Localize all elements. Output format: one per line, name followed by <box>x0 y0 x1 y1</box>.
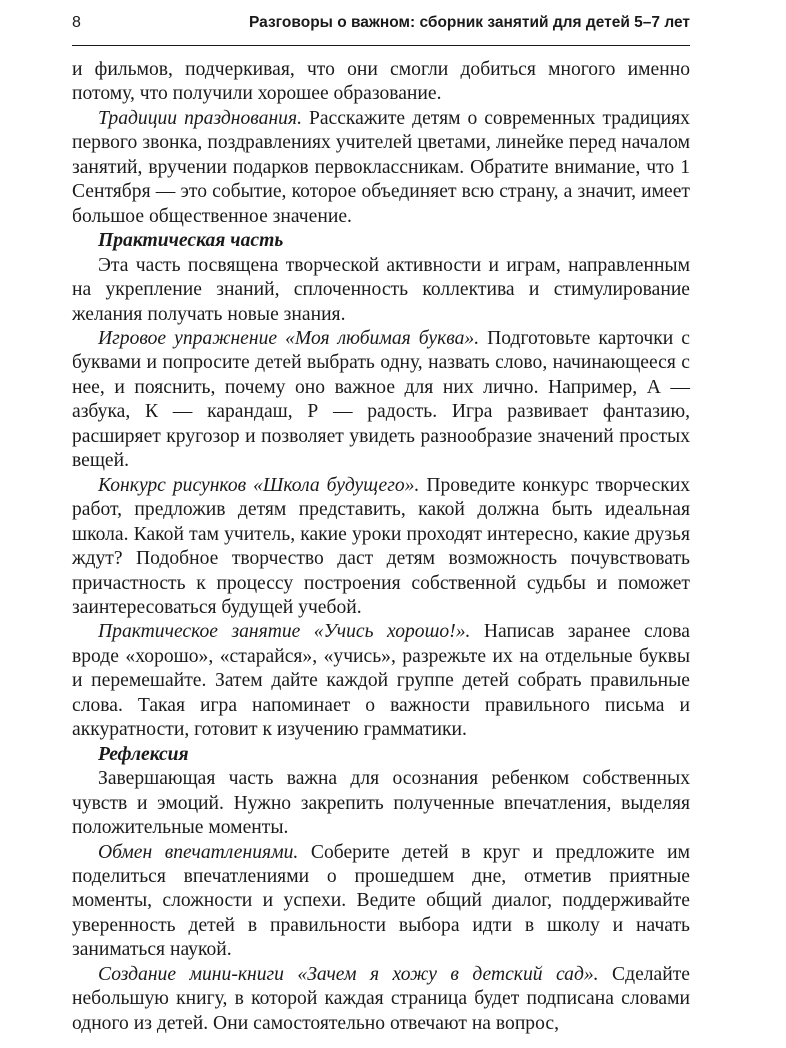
paragraph-text: Расскажите детям о современных традициях первого звонка, поздравлениях учителей цветами, линейке перед началом занятий, вручении подарков первоклассникам. Обратите внимание, что 1 Сентября — это событие, которое объединяет всю страну, а значит, имеет большое общественное значение. <box>72 107 690 227</box>
paragraph-drawing-contest <box>72 474 690 621</box>
section-heading-reflection: Рефлексия <box>98 743 189 765</box>
paragraph-mini-book <box>72 963 690 1036</box>
paragraph-traditions <box>72 107 690 229</box>
book-title: Разговоры о важном: сборник занятий для детей 5–7 лет <box>249 14 690 31</box>
paragraph-favorite-letter <box>72 327 690 474</box>
paragraph-text: и фильмов, подчеркивая, что они смогли добиться многого именно потому, что получили хорошее образование. <box>72 59 690 105</box>
page-number: 8 <box>72 14 81 31</box>
paragraph-sharing-impressions <box>72 841 690 963</box>
paragraph-text: Проведите конкурс творческих работ, предложив детям представить, какой должна быть идеальная школа. Какой там учитель, какие уроки проходят интересно, какие друзья ждут? Подобное творчество даст детям возможность почувствовать причастность к процессу построения собственной судьбы и поможет заинтересоваться будущей учебой. <box>72 474 690 618</box>
paragraph-text: Подготовьте карточки с буквами и попросите детей выбрать одну, назвать слово, начинающееся с нее, и пояснить, почему оно важное для них лично. Например, А — азбука, К — карандаш, Р — радость. Игра развивает фантазию, расширяет кругозор и позволяет увидеть разнообразие значений простых вещей. <box>72 327 691 472</box>
paragraph-lead-italic: Конкурс рисунков «Школа будущего». <box>98 474 420 496</box>
paragraph-continuation <box>72 58 690 107</box>
paragraph-text: Соберите детей в круг и предложите им поделиться впечатлениями о прошедшем дне, отметив приятные моменты, сложности и успехи. Ведите общий диалог, поддерживайте уверенность детей в правильности выбора идти в школу и начать заниматься наукой. <box>72 841 690 961</box>
running-header <box>72 0 690 46</box>
page-body <box>72 58 690 1036</box>
paragraph-lead-italic: Игровое упражнение «Моя любимая буква». <box>98 327 480 349</box>
section-heading-practice: Практическая часть <box>98 230 284 252</box>
paragraph-lead-italic: Создание мини-книги «Зачем я хожу в детский сад». <box>98 963 599 985</box>
paragraph-text: Эта часть посвящена творческой активности и играм, направленным на укрепление знаний, сплоченность коллектива и стимулирование желания получать новые знания. <box>72 254 690 325</box>
paragraph-lead-italic: Практическое занятие «Учись хорошо!». <box>98 621 471 643</box>
paragraph-reflection-intro <box>72 767 690 840</box>
paragraph-practice-intro <box>72 254 690 327</box>
paragraph-study-well <box>72 620 690 742</box>
paragraph-text: Написав заранее слова вроде «хорошо», «старайся», «учись», разрежьте их на отдельные буквы и перемешайте. Затем дайте каждой группе детей собрать правильные слова. Такая игра напоминает о важности правильного письма и аккуратности, готовит к изучению грамматики. <box>72 621 690 741</box>
paragraph-text: Завершающая часть важна для осознания ребенком собственных чувств и эмоций. Нужно закрепить полученные впечатления, выделяя положительные моменты. <box>72 768 690 839</box>
paragraph-lead-italic: Традиции празднования. <box>98 107 302 129</box>
paragraph-text: Сделайте небольшую книгу, в которой каждая страница будет подписана словами одного из детей. Они самостоятельно отвечают на вопрос, <box>72 963 690 1034</box>
paragraph-lead-italic: Обмен впечатлениями. <box>98 841 299 863</box>
